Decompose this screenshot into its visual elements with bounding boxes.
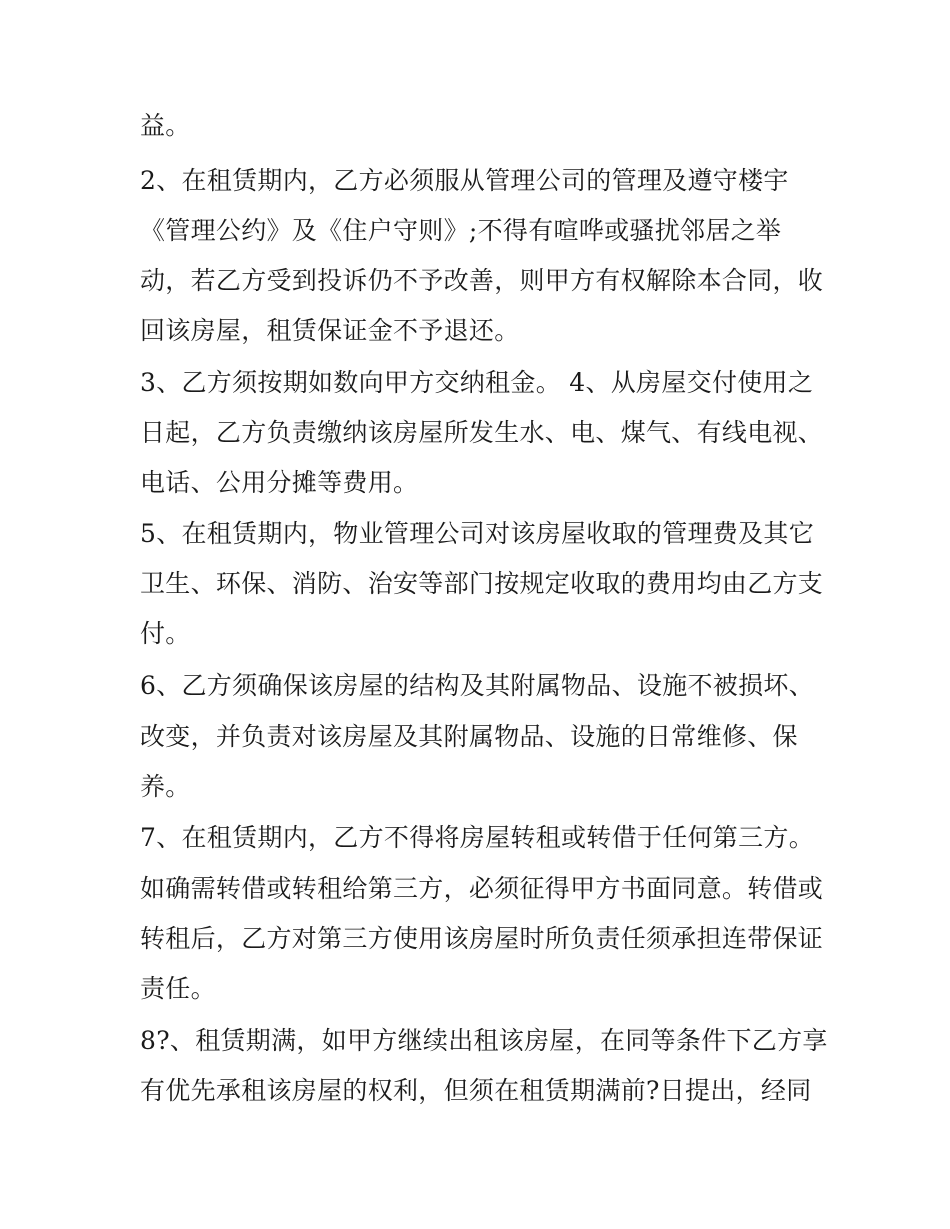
text-line: 6、乙方须确保该房屋的结构及其附属物品、设施不被损坏、: [140, 671, 815, 700]
text-line: 责任。: [140, 974, 216, 1003]
text-line: 2、在租赁期内，乙方必须服从管理公司的管理及遵守楼宇: [140, 166, 789, 195]
text-line: 养。: [140, 772, 191, 801]
text-line: 改变，并负责对该房屋及其附属物品、设施的日常维修、保: [140, 722, 798, 751]
text-line: 卫生、环保、消防、治安等部门按规定收取的费用均由乙方支: [140, 569, 824, 598]
text-line: 益。: [140, 111, 191, 140]
text-line: 8?、租赁期满，如甲方继续出租该房屋，在同等条件下乙方享: [140, 1026, 828, 1055]
text-line: 转租后，乙方对第三方使用该房屋时所负责任须承担连带保证: [140, 924, 824, 953]
text-line: 《管理公约》及《住户守则》;不得有喧哗或骚扰邻居之举: [140, 216, 782, 245]
text-line: 动，若乙方受到投诉仍不予改善，则甲方有权解除本合同，收: [140, 266, 824, 295]
text-line: 3、乙方须按期如数向甲方交纳租金。 4、从房屋交付使用之: [140, 368, 814, 397]
text-line: 7、在租赁期内，乙方不得将房屋转租或转借于任何第三方。: [140, 823, 815, 852]
text-line: 如确需转借或转租给第三方，必须征得甲方书面同意。转借或: [140, 874, 824, 903]
text-line: 5、在租赁期内，物业管理公司对该房屋收取的管理费及其它: [140, 519, 815, 548]
text-line: 付。: [140, 619, 191, 648]
text-line: 电话、公用分摊等费用。: [140, 468, 419, 497]
text-line: 日起，乙方负责缴纳该房屋所发生水、电、煤气、有线电视、: [140, 418, 824, 447]
text-line: 回该房屋，租赁保证金不予退还。: [140, 316, 520, 345]
text-line: 有优先承租该房屋的权利，但须在租赁期满前?日提出，经同: [140, 1076, 812, 1105]
